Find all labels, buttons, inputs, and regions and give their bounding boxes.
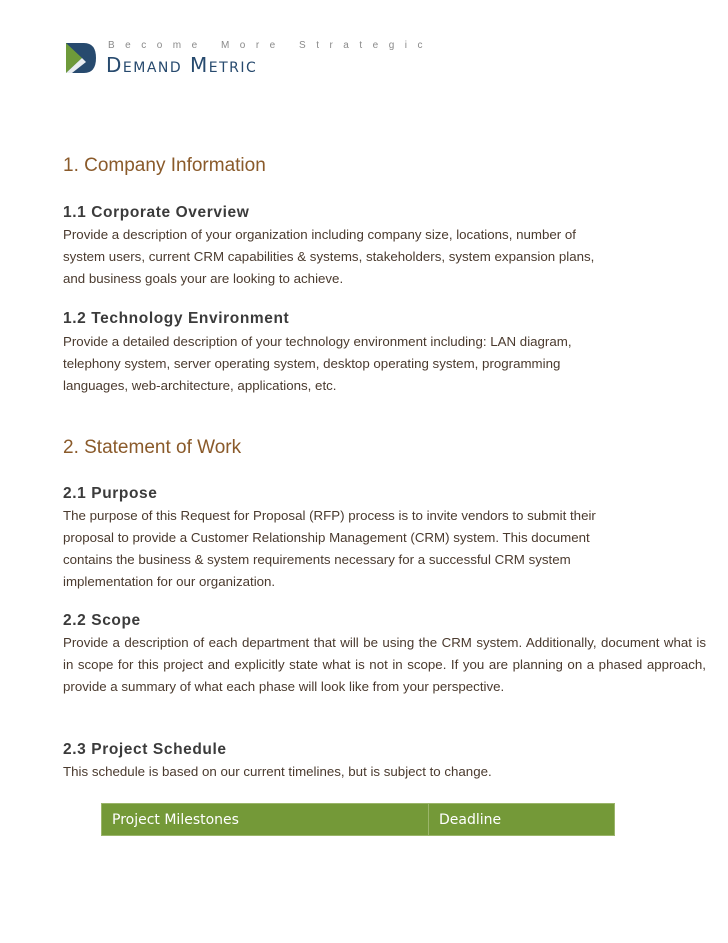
logo-name: Demand Metric: [106, 53, 258, 77]
text-line: Provide a description of your organization including company size, locations, number of: [63, 227, 576, 242]
corporate-overview-text: [63, 224, 648, 290]
text-line: languages, web-architecture, applications, etc.: [63, 378, 337, 393]
technology-environment-text: [63, 331, 648, 397]
project-schedule-table: [101, 803, 615, 836]
column-header-deadline: Deadline: [429, 804, 615, 836]
company-logo: [64, 38, 433, 78]
text-line: proposal to provide a Customer Relationship Management (CRM) system. This document: [63, 530, 590, 545]
text-line: system users, current CRM capabilities & systems, stakeholders, system expansion plans,: [63, 249, 595, 264]
section-heading-company-information: 1. Company Information: [63, 155, 266, 176]
subsection-heading-project-schedule: 2.3 Project Schedule: [63, 741, 227, 758]
logo-tagline: Become More Strategic: [108, 40, 433, 51]
section-heading-statement-of-work: 2. Statement of Work: [63, 437, 242, 458]
text-line: telephony system, server operating system, desktop operating system, programming: [63, 356, 561, 371]
subsection-heading-corporate-overview: 1.1 Corporate Overview: [63, 204, 250, 221]
subsection-heading-purpose: 2.1 Purpose: [63, 485, 158, 502]
text-line: and business goals your are looking to achieve.: [63, 271, 344, 286]
scope-text: Provide a description of each department that will be using the CRM system. Additionally, document what is in scope for this project and explicitly state what is not in scope. If you are planning on a phased approach, provide a summary of what each phase will look like from your perspective.: [63, 635, 706, 694]
table-header-row: [102, 804, 615, 836]
subsection-heading-scope: 2.2 Scope: [63, 612, 141, 629]
demand-metric-logo-mark: [64, 41, 98, 75]
purpose-text: [63, 505, 648, 593]
column-header-project-milestones: Project Milestones: [102, 804, 429, 836]
text-line: Provide a detailed description of your technology environment including: LAN diagram,: [63, 334, 572, 349]
project-schedule-text: This schedule is based on our current timelines, but is subject to change.: [63, 764, 492, 779]
text-line: The purpose of this Request for Proposal (RFP) process is to invite vendors to submit their: [63, 508, 596, 523]
subsection-heading-technology-environment: 1.2 Technology Environment: [63, 310, 290, 327]
text-line: contains the business & system requirements necessary for a successful CRM system: [63, 552, 571, 567]
text-line: implementation for our organization.: [63, 574, 276, 589]
